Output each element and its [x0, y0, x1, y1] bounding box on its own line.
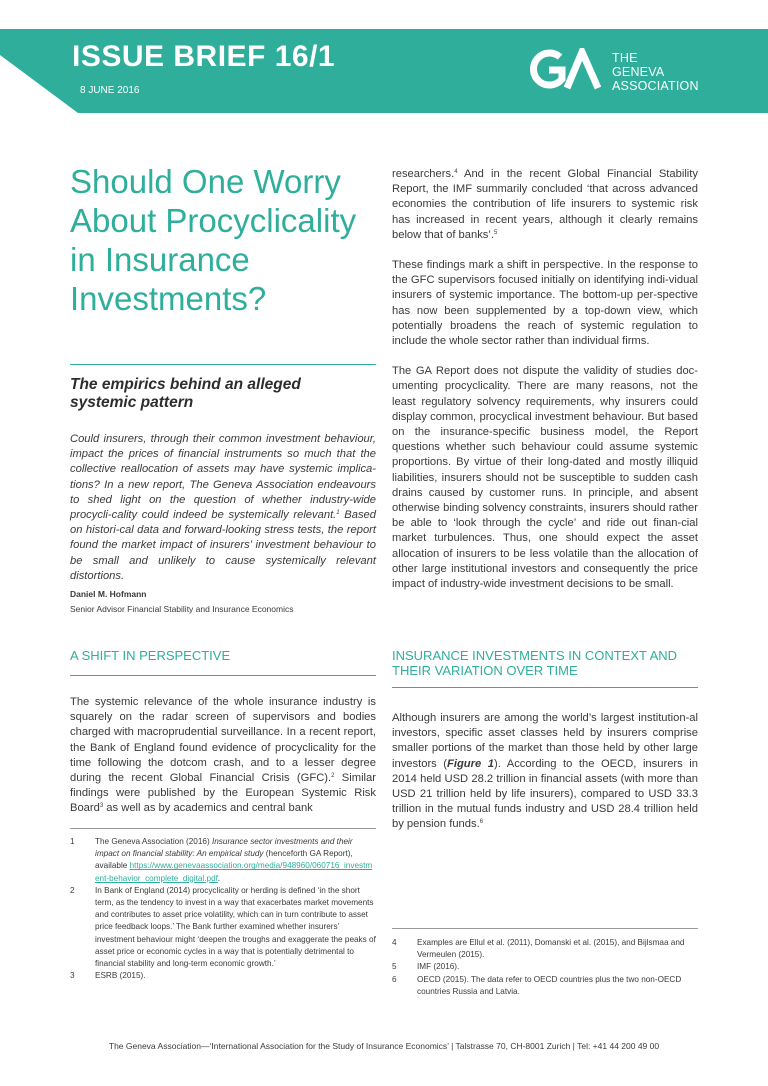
footnote-text: OECD (2015). The data refer to OECD countries plus the two non-OECD countries Russia and Latvia. [417, 974, 682, 996]
footnote-number: 2 [70, 885, 75, 895]
footnote [70, 970, 376, 982]
footnote-text: (henceforth GA Report), available [95, 849, 353, 871]
footnote-ref[interactable]: 4 [454, 169, 458, 175]
section-heading-shift: A SHIFT IN PERSPECTIVE [70, 648, 231, 663]
footnotes-left [70, 836, 376, 982]
paragraph-text: Similar findings were published by the European Systemic Risk Board [70, 772, 376, 815]
page-footer: The Geneva Association—‘International Association for the Study of Insurance Economics’ | Talstrasse 70, CH-8001 Zurich | Tel: +41 44 200 49 00 [108, 1041, 660, 1051]
section-divider [70, 675, 376, 676]
footnote-title: Insurance sector investments and their impact on financial stability: An empirical study [95, 837, 353, 859]
author-name: Daniel M. Hofmann [70, 589, 147, 599]
footnote-text: IMF (2016). [417, 962, 460, 972]
figure-reference[interactable]: Figure 1 [447, 757, 494, 770]
footnote [392, 974, 698, 998]
footnote [70, 836, 376, 885]
footnotes-right [392, 937, 698, 998]
abstract-text: Based on histori-cal data and forward-looking stress tests, the report found the market impact of insurers’ investment behaviour to be small and unlikely to cause systemically relevant distortions. [70, 509, 376, 582]
abstract-text: Could insurers, through their common investment behaviour, impact the prices of financial instruments so much that the collective reallocation of assets may have systemic implica-tions? In a new report, The Geneva Association endeavours to shed light on the question of whether industry-wide procycli-cality could indeed be systemically relevant. [70, 433, 376, 522]
footnote [70, 885, 376, 970]
paragraph-text: These findings mark a shift in perspective. In the response to the GFC supervisors focused initially on identifying indi-vidual insurers of systemic importance. The bottom-up per-spective has now been supplemented by a top-down view, which potentially broadens the reach of systemic regulation to include the whole sector rather than individual firms. [392, 259, 698, 348]
footnote-number: 5 [392, 962, 397, 972]
issue-title: ISSUE BRIEF 16/1 [72, 40, 336, 73]
footnote [392, 937, 698, 961]
paragraph-text: as well as by academics and central bank [103, 802, 313, 815]
footnote-ref[interactable]: 5 [494, 229, 498, 236]
logo-line: ASSOCIATION [612, 79, 699, 93]
section-divider [392, 687, 698, 688]
footnote-ref[interactable]: 2 [331, 773, 335, 780]
footnote-number: 6 [392, 974, 397, 984]
footnote-number: 3 [70, 971, 75, 981]
footnote-text: In Bank of England (2014) procyclicality or herding is defined ‘in the short term, as the tendency to invest in a way that exacerbates market movements and contributes to asset price volatility, which can in turn contribute to asset price feedback loops.’ The Bank further examined whether insurers’ investment behaviour might ‘deepen the troughs and exaggerate the peaks of asset price or economic cycles in a way that is potentially detrimental to financial stability and long-term economic growth.’ [95, 885, 376, 969]
footnote-ref[interactable]: 1 [336, 510, 340, 517]
paragraph-text: Although insurers are among the world’s largest institution-al investors, specific asset classes held by insurers comprise smaller portions of the market than those held by other large investors ( [392, 712, 698, 770]
paragraph-text: The GA Report does not dispute the validity of studies doc-umenting procyclicality. There are many reasons, not the least regulatory solvency requirements, why insurers could display common, procyclical investment behaviour. But based on the insurance-specific business model, the Report questions whether such behaviour could assume systemic proportions. By virtue of their long-dated and mostly illiquid liabilities, insurers should not be susceptible to sudden cash drains caused by customer runs. In principle, and absent otherwise binding solvency constraints, insurers should rather be able to ‘look through the cycle’ and ride out finan-cial market turbulences. Thus, one should expect the asset allocation of insurers to be less volatile than the allocation of other large institutional investors and consequently the price impact of industry-wide investment decisions to be small. [392, 365, 698, 591]
footnote-number: 4 [392, 938, 397, 947]
footnote-text: Examples are Ellul et al. (2011), Domanski et al. (2015), and Bijlsmaa and Vermeulen (2015). [417, 938, 685, 960]
footnote-text: The Geneva Association (2016) [95, 837, 212, 846]
footnote-number: 1 [70, 837, 75, 846]
footnote-ref[interactable]: 6 [479, 819, 484, 826]
paragraph-text: researchers. [392, 168, 455, 180]
footnote-rule [70, 828, 376, 829]
main-title: Should One Worry About Procyclicality in Insurance Investments? [70, 163, 357, 317]
report-link[interactable]: https://www.genevaassociation.org/media/948960/060716_investment-behavior_complete_digital.pdf [95, 861, 373, 883]
abstract [70, 432, 376, 584]
footnote-text: ESRB (2015). [95, 971, 146, 981]
subtitle: The empirics behind an alleged systemic pattern [70, 376, 301, 411]
author-role: Senior Advisor Financial Stability and Insurance Economics [70, 604, 294, 614]
section2-body [392, 711, 698, 833]
logo-text [612, 51, 699, 93]
section-heading-investments: INSURANCE INVESTMENTS IN CONTEXT AND THEIR VARIATION OVER TIME [392, 648, 678, 678]
geneva-association-logo-icon [526, 48, 606, 92]
right-column-body [392, 167, 698, 592]
issue-date: 8 JUNE 2016 [80, 85, 140, 96]
logo-line: GENEVA [612, 65, 665, 79]
section1-body [70, 695, 376, 817]
footnote-text: . [217, 873, 221, 883]
title-divider [70, 364, 376, 365]
footnote-ref[interactable]: 3 [99, 803, 104, 810]
footnote [392, 961, 698, 973]
logo-line: THE [612, 51, 638, 65]
paragraph-text: And in the recent Global Financial Stability Report, the IMF summarily concluded ‘that across advanced economies the contribution of life insurers to systemic risk has increased in recent years, although it clearly remains below that of banks’. [392, 168, 698, 241]
paragraph-text: ). According to the OECD, insurers in 2014 held USD 28.2 trillion in financial assets (with more than USD 21 trillion held by life insurers), compared to USD 33.3 trillion in the mutual funds industry and USD 28.4 trillion held by pension funds. [392, 757, 698, 831]
footnote-rule [392, 928, 698, 929]
paragraph-text: The systemic relevance of the whole insurance industry is squarely on the radar screen of supervisors and bodies charged with macroprudential surveillance. In a recent report, the Bank of England found evidence of procyclicality for the time following the dotcom crash, and to a lesser degree during the recent Global Financial Crisis (GFC). [70, 696, 376, 785]
